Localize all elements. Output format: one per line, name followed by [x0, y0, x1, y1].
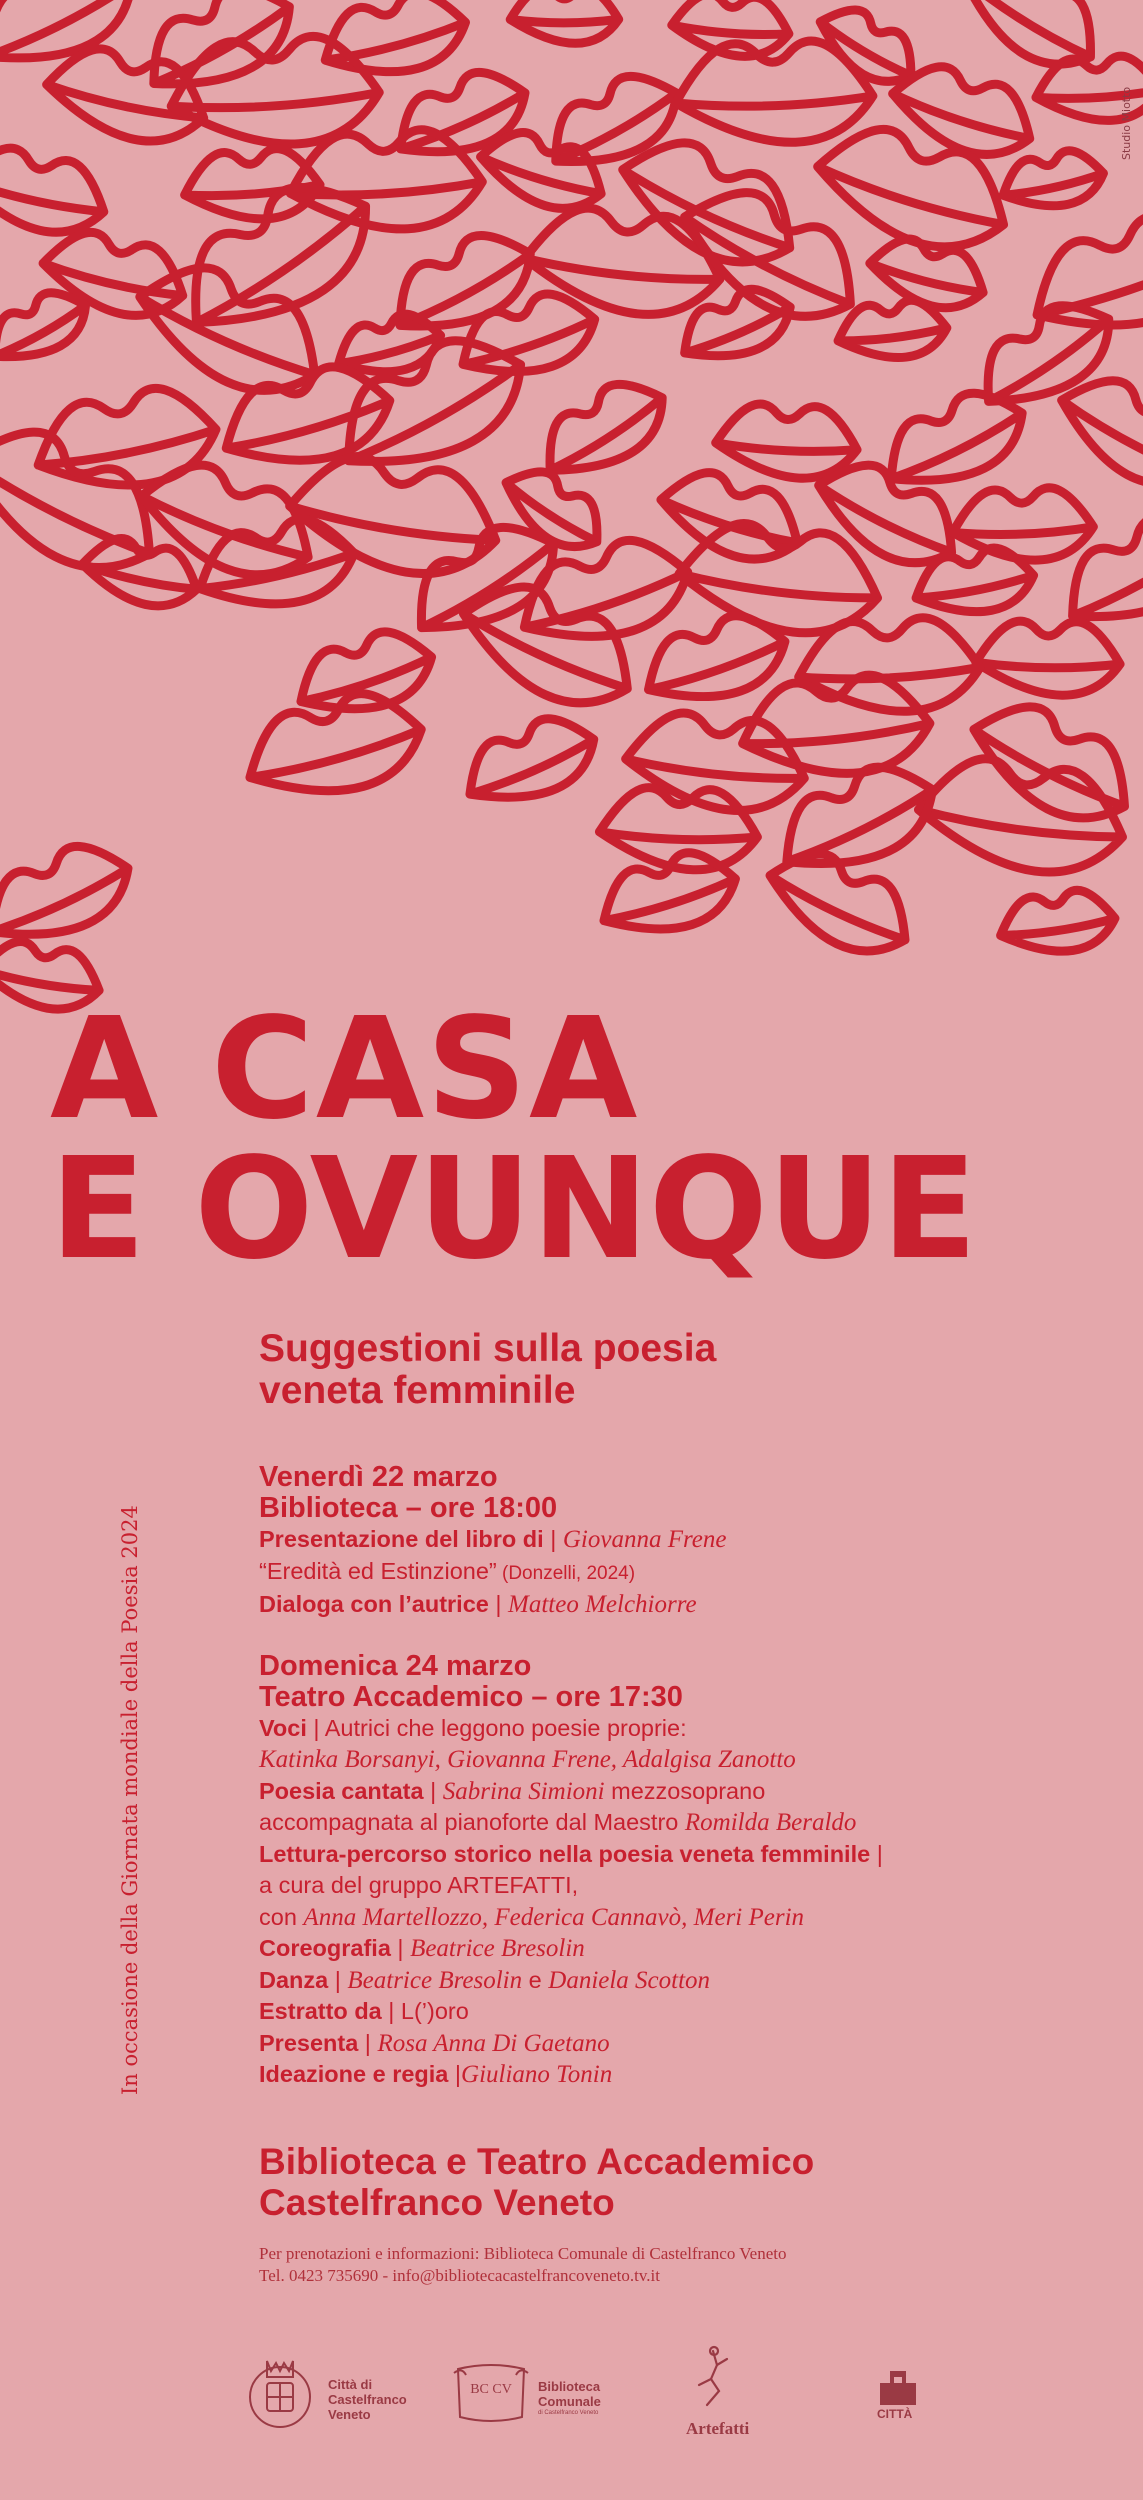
subtitle-line-2: veneta femminile	[259, 1369, 576, 1412]
artefatti-logo-text: Artefatti	[686, 2419, 750, 2438]
name: Beatrice Bresolin	[410, 1935, 585, 1962]
event-place-time: Teatro Accademico – ore 17:30	[259, 1680, 683, 1713]
con-line	[259, 1902, 1119, 1934]
lips-stroke	[510, 0, 619, 43]
library-logo-line-3: di Castelfranco Veneto	[538, 2410, 599, 2416]
separator: |	[358, 2029, 378, 2056]
lips-stroke	[592, 841, 745, 950]
lips-stroke	[671, 277, 800, 377]
citta-logo-text: CITTÀ	[877, 2407, 913, 2421]
book-title-line	[259, 1556, 1119, 1590]
label: Poesia cantata	[259, 1777, 424, 1804]
label: Lettura-percorso storico nella poesia veneta femminile	[259, 1840, 871, 1867]
event-friday	[259, 1462, 1119, 1621]
venue-line-2: Castelfranco Veneto	[259, 2181, 615, 2223]
city-logo-line-3: Veneto	[328, 2407, 371, 2422]
event-date: Domenica 24 marzo	[259, 1649, 532, 1682]
book-title: “Eredità ed Estinzione”	[259, 1557, 497, 1584]
book-presentation	[259, 1524, 1119, 1556]
name-2: Daniela Scotton	[548, 1966, 711, 1994]
library-logo-line-1: Biblioteca	[538, 2379, 601, 2394]
lips-stroke	[756, 836, 924, 969]
text: accompagnata al pianoforte dal Maestro	[259, 1809, 685, 1835]
estratto-line	[259, 1996, 1119, 2028]
city-logo-line-2: Castelfranco	[328, 2392, 407, 2407]
names: Anna Martellozzo, Federica Cannavò, Meri Perin	[303, 1903, 805, 1931]
subtitle	[259, 1328, 1119, 1412]
name: Giuliano Tonin	[461, 2061, 613, 2088]
lips-stroke	[997, 144, 1108, 217]
piano-line	[259, 1807, 1119, 1839]
label: Voci	[259, 1714, 307, 1741]
city-crest-icon	[243, 2353, 318, 2433]
voci-line	[259, 1713, 1119, 1745]
separator: |	[870, 1840, 883, 1867]
separator: |	[543, 1526, 563, 1552]
lips-stroke	[0, 0, 148, 88]
lips-stroke	[951, 486, 1094, 563]
lips-stroke	[975, 621, 1120, 696]
lips-stroke	[910, 541, 1039, 624]
artefatti-figure-icon	[683, 2345, 743, 2425]
singer-name: Sabrina Simioni	[442, 1777, 605, 1805]
event-place-time: Biblioteca – ore 18:00	[259, 1492, 558, 1524]
presenta-line	[259, 2028, 1119, 2060]
separator: |	[328, 1966, 348, 1993]
side-note: In occasione della Giornata mondiale della Poesia 2024	[118, 1505, 142, 2095]
label: Danza	[259, 1966, 329, 1993]
publisher: (Donzelli, 2024)	[496, 1562, 636, 1584]
voci-names-line	[259, 1744, 1119, 1776]
venue-line-1: Biblioteca e Teatro Accademico	[259, 2140, 815, 2182]
lips-stroke	[379, 216, 546, 354]
moderator-name: Matteo Melchiorre	[508, 1591, 697, 1618]
lips-stroke	[996, 885, 1119, 960]
text: con	[259, 1903, 304, 1930]
separator: |	[488, 1591, 509, 1617]
lips-stroke	[714, 402, 859, 481]
designer-credit: Studio Miotto	[1120, 86, 1133, 160]
conjunction: e	[522, 1966, 549, 1993]
lips-stroke	[536, 58, 691, 188]
separator: |	[448, 2061, 462, 2087]
ideazione-line	[259, 2059, 1119, 2091]
label: Coreografia	[259, 1935, 391, 1961]
city-logo-line-1: Città di	[328, 2377, 373, 2392]
lips-stroke	[1045, 361, 1143, 504]
lips-illustration	[0, 0, 1143, 1090]
library-mark: BC CV	[470, 2382, 512, 2397]
event-sunday	[259, 1651, 1119, 2091]
title-line-2: E OVUNQUE	[50, 1128, 978, 1291]
coreografia-line	[259, 1933, 1119, 1965]
label: Estratto da	[259, 1998, 382, 2024]
separator: |	[390, 1935, 411, 1961]
sponsor-logos	[0, 2345, 1143, 2445]
lips-stroke	[674, 39, 875, 147]
separator: |	[423, 1777, 443, 1804]
text: | Autrici che leggono poesie proprie:	[306, 1714, 687, 1741]
pianist-name: Romilda Beraldo	[684, 1809, 857, 1836]
lettura-line	[259, 1839, 1119, 1871]
lips-stroke	[670, 0, 791, 60]
library-logo-text	[538, 2379, 601, 2418]
label: Presenta	[259, 2029, 359, 2056]
name: Rosa Anna Di Gaetano	[377, 2029, 610, 2057]
lips-stroke	[0, 139, 113, 243]
lips-stroke	[454, 704, 606, 822]
venue	[259, 2141, 1119, 2223]
role: mezzosoprano	[604, 1777, 766, 1804]
danza-line	[259, 1965, 1119, 1997]
event-date: Venerdì 22 marzo	[259, 1461, 498, 1493]
lips-stroke	[447, 566, 649, 724]
title-line-1: A CASA	[50, 988, 640, 1151]
city-logo-text	[328, 2377, 407, 2422]
library-emblem-icon	[452, 2363, 530, 2425]
dialogue-line	[259, 1589, 1119, 1621]
names: Katinka Borsanyi, Giovanna Frene, Adalgisa Zanotto	[259, 1746, 796, 1773]
booking-info	[259, 2243, 1119, 2287]
label: Ideazione e regia	[259, 2061, 449, 2087]
cura-line: a cura del gruppo ARTEFATTI,	[259, 1872, 579, 1898]
text: | L(’)oro	[381, 1998, 469, 2024]
lips-stroke	[965, 284, 1127, 428]
name-1: Beatrice Bresolin	[347, 1966, 523, 1994]
booking-line: Per prenotazioni e informazioni: Biblioteca Comunale di Castelfranco Veneto	[259, 2243, 787, 2263]
label: Presentazione del libro di	[259, 1526, 544, 1552]
subtitle-line-1: Suggestioni sulla poesia	[259, 1327, 717, 1370]
poesia-cantata-line	[259, 1776, 1119, 1808]
label: Dialoga con l’autrice	[259, 1591, 489, 1617]
contact-line: Tel. 0423 735690 - info@bibliotecacastelfrancoveneto.tv.it	[259, 2265, 660, 2285]
event-details	[259, 1328, 1119, 2287]
library-logo-line-2: Comunale	[538, 2394, 601, 2409]
author-name: Giovanna Frene	[562, 1526, 727, 1553]
